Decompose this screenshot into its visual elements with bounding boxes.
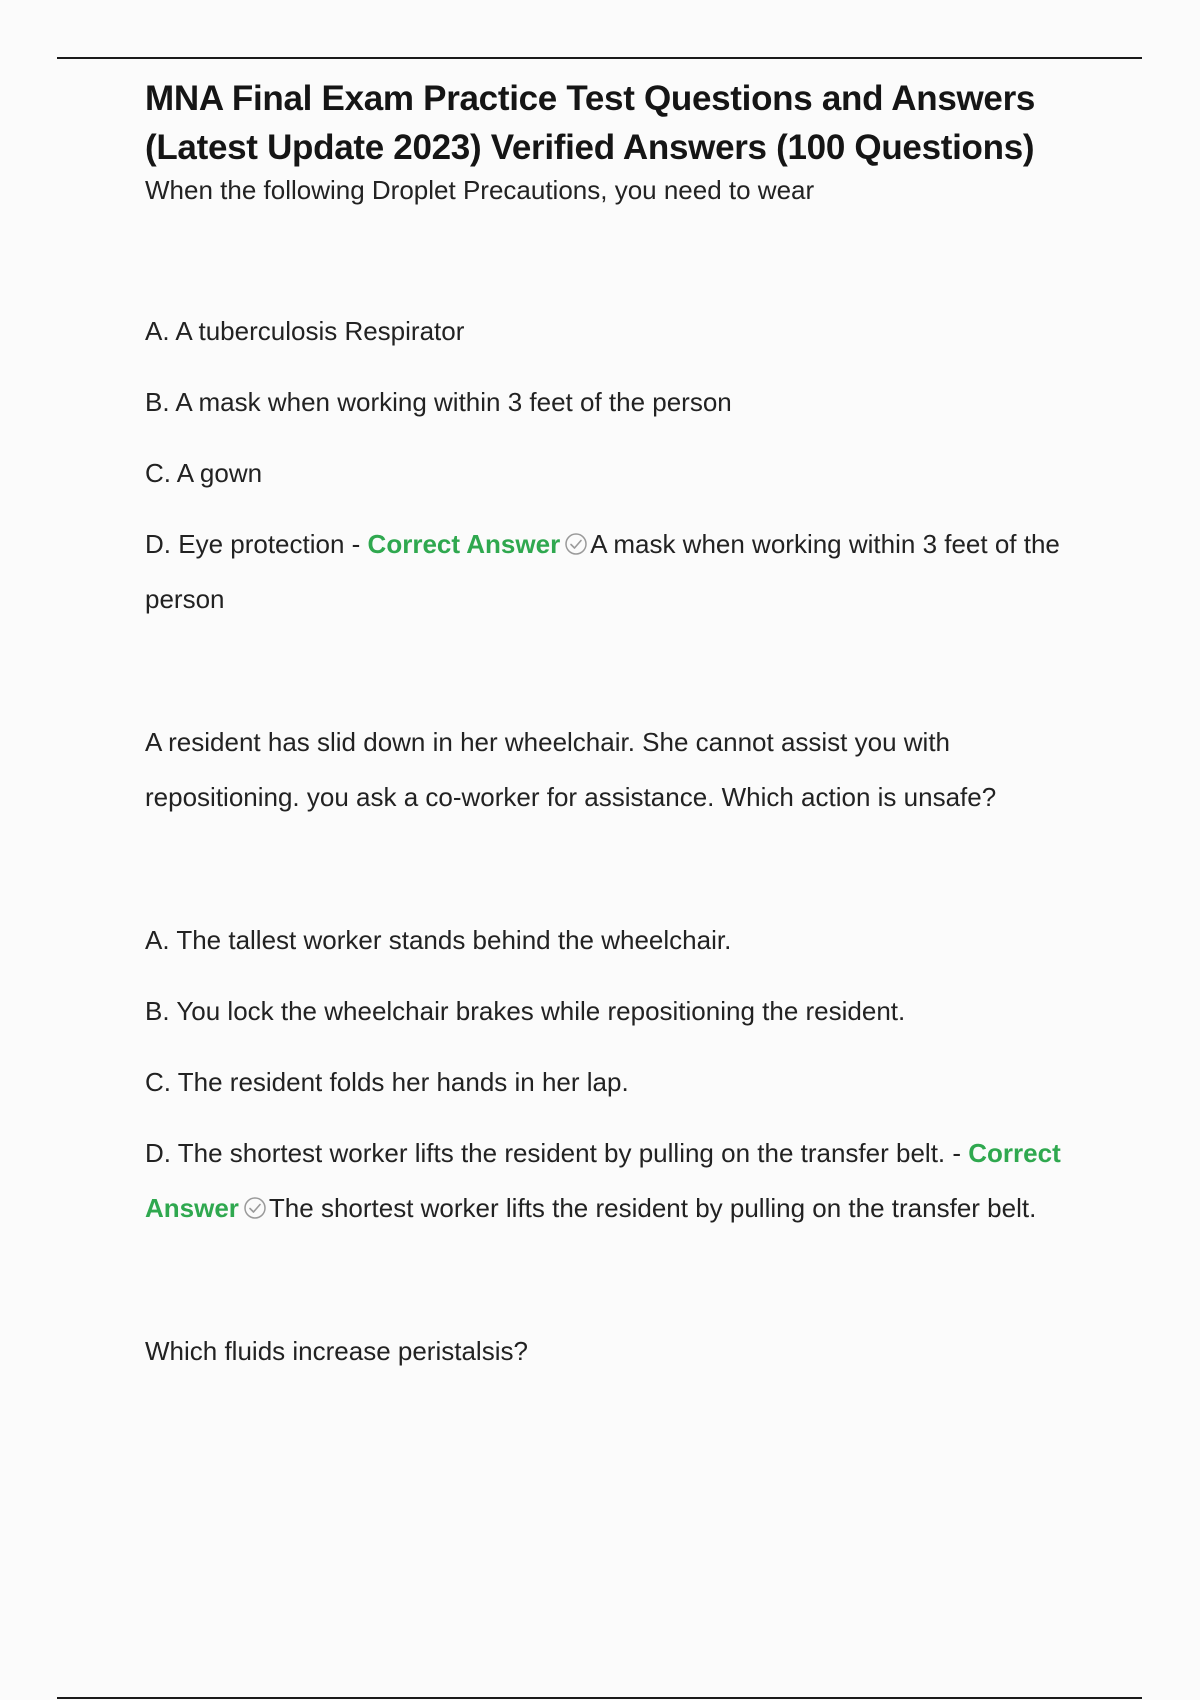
- question-3-text: Which fluids increase peristalsis?: [145, 1336, 528, 1366]
- check-circle-icon: [564, 520, 588, 544]
- title-line-2: (Latest Update 2023) Verified Answers (100 Questions): [145, 128, 1035, 167]
- question-2-option-a: A. The tallest worker stands behind the wheelchair.: [145, 925, 732, 955]
- question-2-option-b: B. You lock the wheelchair brakes while repositioning the resident.: [145, 996, 906, 1026]
- question-1-option-d: [145, 517, 1090, 627]
- check-circle-icon: [243, 1184, 267, 1208]
- correct-answer-text: The shortest worker lifts the resident by pulling on the transfer belt.: [268, 1193, 1037, 1223]
- question-1-option-b: B. A mask when working within 3 feet of the person: [145, 387, 732, 417]
- question-2-option-d: [145, 1126, 1090, 1236]
- correct-answer-label: Correct Answer: [367, 529, 561, 559]
- question-2-option-c: C. The resident folds her hands in her lap.: [145, 1067, 629, 1097]
- document-body: [145, 74, 1090, 1379]
- question-2-option-d-text: D. The shortest worker lifts the resident by pulling on the transfer belt. -: [145, 1138, 969, 1168]
- top-rule: [57, 57, 1142, 59]
- correct-answer-text: A mask when working within 3 feet of the person: [145, 529, 1060, 614]
- correct-answer-label: Correct Answer: [145, 1138, 1061, 1223]
- question-1-text: When the following Droplet Precautions, you need to wear: [145, 175, 815, 205]
- title-line-1: MNA Final Exam Practice Test Questions and Answers: [145, 79, 1036, 118]
- bottom-rule: [57, 1697, 1142, 1699]
- document-title: [145, 74, 1090, 172]
- question-1-option-d-text: D. Eye protection -: [145, 529, 368, 559]
- question-2-text: A resident has slid down in her wheelchair. She cannot assist you with repositioning. you ask a co-worker for assistance. Which action is unsafe?: [145, 727, 997, 812]
- question-1-option-c: C. A gown: [145, 458, 263, 488]
- question-1-option-a: A. A tuberculosis Respirator: [145, 316, 465, 346]
